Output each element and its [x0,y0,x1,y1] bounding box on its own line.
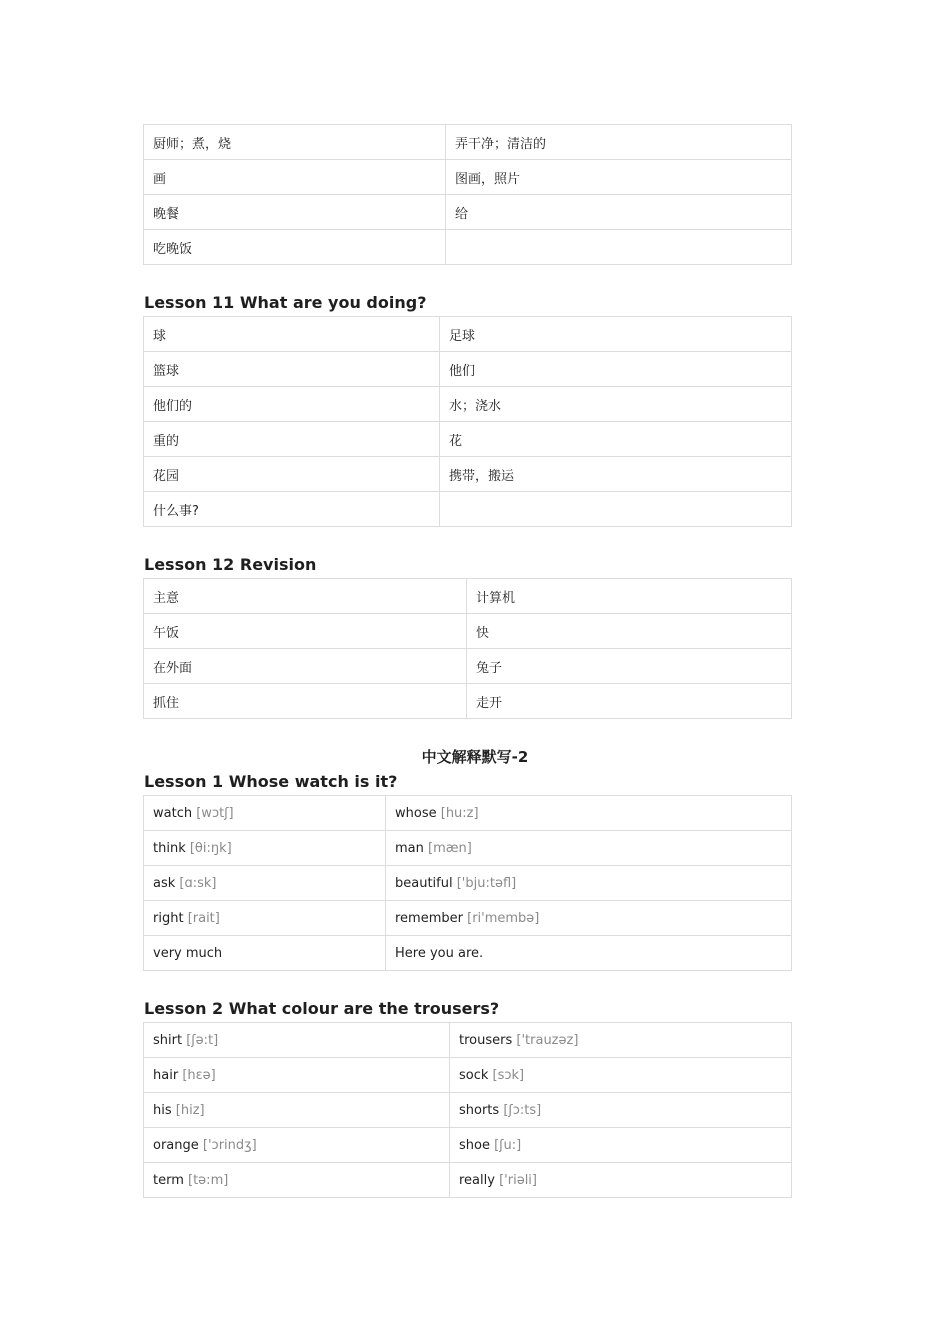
vocab-cell [144,1023,450,1058]
vocab-cell [144,936,386,971]
table-row [144,614,792,649]
vocab-phonetic: [tə:m] [188,1172,229,1188]
vocab-word: watch [153,805,193,821]
vocab-word: shorts [459,1102,500,1118]
vocab-cell [144,649,467,684]
vocab-word: 携带，搬运 [449,468,515,484]
vocab-word: 什么事? [153,503,199,519]
vocab-cell [144,195,446,230]
vocab-word: shoe [459,1137,490,1153]
vocab-cell [386,936,792,971]
vocab-cell [144,492,440,527]
vocab-phonetic: [θi:ŋk] [189,840,232,856]
vocab-cell [450,1093,792,1128]
table-row [144,422,792,457]
vocab-word: 花园 [153,468,180,484]
vocab-phonetic: ['riəli] [499,1172,537,1188]
vocab-cell [446,125,792,160]
vocab-cell [144,422,440,457]
table-row [144,831,792,866]
lesson-1-title: Lesson 1 Whose watch is it? [144,772,398,791]
vocab-word: 水；浇水 [449,398,502,414]
vocab-word: 画 [153,171,167,187]
vocab-cell [467,649,792,684]
vocab-phonetic: [sɔk] [492,1067,525,1083]
vocab-word: 在外面 [153,660,193,676]
vocab-phonetic: [ʃu:] [494,1137,522,1153]
vocab-cell [144,387,440,422]
vocab-word: really [459,1172,495,1188]
vocab-word: 球 [153,328,167,344]
lesson-11-vocab-table [143,316,792,527]
vocab-word: term [153,1172,184,1188]
table-row [144,125,792,160]
table-row [144,1128,792,1163]
lesson-2-title: Lesson 2 What colour are the trousers? [144,999,500,1018]
vocab-cell [144,317,440,352]
vocab-word: sock [459,1067,489,1083]
table-row [144,1058,792,1093]
vocab-word: 午饭 [153,625,180,641]
lesson-11-title: Lesson 11 What are you doing? [144,293,427,312]
vocab-phonetic: [ʃɔ:ts] [503,1102,542,1118]
vocab-cell [144,125,446,160]
table-row [144,684,792,719]
vocab-phonetic: [hiz] [175,1102,205,1118]
vocab-phonetic: ['bju:təfl] [456,875,517,891]
table-row [144,230,792,265]
vocab-cell [440,422,792,457]
vocab-word: trousers [459,1032,513,1048]
vocab-word: his [153,1102,172,1118]
vocab-cell [450,1058,792,1093]
vocab-word: Here you are. [395,945,484,961]
vocab-word: 他们 [449,363,476,379]
table-row [144,317,792,352]
table-row [144,387,792,422]
vocab-cell [144,457,440,492]
vocab-word: whose [395,805,437,821]
vocab-cell [144,1093,450,1128]
vocab-cell [440,492,792,527]
vocab-cell [446,195,792,230]
vocab-cell [144,866,386,901]
vocab-phonetic: [mæn] [428,840,472,856]
vocab-word: 快 [476,625,490,641]
vocab-word: beautiful [395,875,453,891]
vocab-word: 重的 [153,433,180,449]
vocab-word: 弄干净；清洁的 [455,136,547,152]
vocab-word: 厨师；煮，烧 [153,136,232,152]
vocab-phonetic: ['ɔrindʒ] [202,1137,257,1153]
vocab-phonetic: [hu:z] [440,805,479,821]
vocab-cell [144,796,386,831]
vocab-cell [144,1058,450,1093]
vocab-word: very much [153,945,223,961]
vocab-word: 抓住 [153,695,180,711]
vocab-cell [144,614,467,649]
vocab-cell [386,901,792,936]
table-row [144,195,792,230]
table-row [144,579,792,614]
table-row [144,936,792,971]
vocab-word: 足球 [449,328,476,344]
vocab-word: 计算机 [476,590,516,606]
vocab-word: 图画，照片 [455,171,521,187]
vocab-word: right [153,910,184,926]
vocab-cell [144,831,386,866]
vocab-cell [386,796,792,831]
vocab-word: 晚餐 [153,206,180,222]
vocab-cell [386,831,792,866]
lesson-12-title: Lesson 12 Revision [144,555,317,574]
vocab-cell [446,160,792,195]
table-row [144,1163,792,1198]
vocab-cell [144,1128,450,1163]
vocab-word: 给 [455,206,469,222]
table-row [144,1093,792,1128]
vocab-phonetic: [ri'membə] [467,910,540,926]
vocab-cell [144,579,467,614]
vocab-word: 兔子 [476,660,503,676]
vocab-phonetic: [rait] [187,910,220,926]
vocab-word: 主意 [153,590,180,606]
vocab-word: think [153,840,186,856]
table-row [144,492,792,527]
table-row [144,1023,792,1058]
vocab-cell [467,614,792,649]
vocab-cell [144,1163,450,1198]
vocab-cell [440,317,792,352]
vocab-phonetic: [ɑ:sk] [179,875,217,891]
table-row [144,160,792,195]
vocab-cell [144,230,446,265]
vocab-cell [467,684,792,719]
vocab-word: 走开 [476,695,503,711]
vocab-cell [144,901,386,936]
section-title: 中文解释默写-2 [421,748,529,766]
vocab-cell [386,866,792,901]
vocab-cell [144,160,446,195]
vocab-cell [144,352,440,387]
vocab-word: 篮球 [153,363,180,379]
table-row [144,796,792,831]
vocab-cell [450,1163,792,1198]
vocab-word: remember [395,910,463,926]
vocab-phonetic: [ʃə:t] [186,1032,219,1048]
vocab-word: shirt [153,1032,183,1048]
vocab-cell [440,352,792,387]
vocab-phonetic: ['trauzəz] [516,1032,579,1048]
vocab-word: 他们的 [153,398,193,414]
vocab-cell [144,684,467,719]
vocab-cell [450,1128,792,1163]
lesson-2-vocab-table [143,1022,792,1198]
vocab-cell [440,387,792,422]
vocab-phonetic: [wɔtʃ] [196,805,234,821]
lesson-12-vocab-table [143,578,792,719]
table-row [144,649,792,684]
vocab-cell [446,230,792,265]
table-row [144,352,792,387]
vocab-cell [467,579,792,614]
vocab-word: 花 [449,433,463,449]
vocab-word: man [395,840,424,856]
vocab-table-continued [143,124,792,265]
lesson-1-vocab-table [143,795,792,971]
vocab-cell [450,1023,792,1058]
vocab-word: ask [153,875,176,891]
vocab-word: hair [153,1067,179,1083]
vocab-cell [440,457,792,492]
table-row [144,866,792,901]
vocab-word: 吃晚饭 [153,241,193,257]
vocab-word: orange [153,1137,199,1153]
table-row [144,901,792,936]
table-row [144,457,792,492]
vocab-phonetic: [hɛə] [182,1067,216,1083]
